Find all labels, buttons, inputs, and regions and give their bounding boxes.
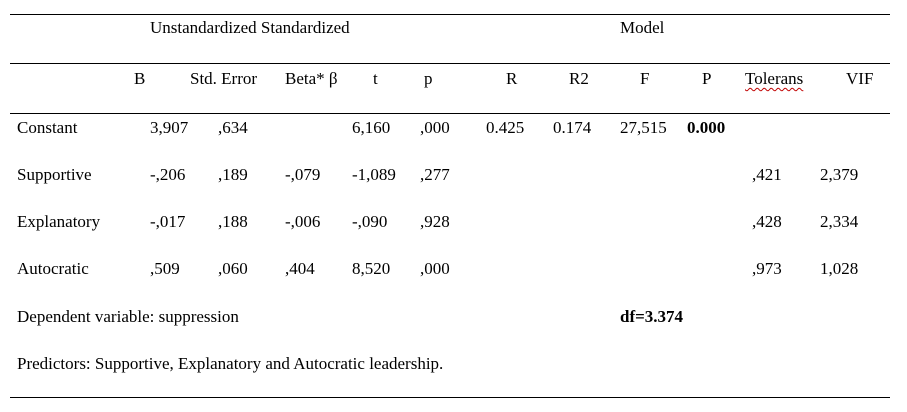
cell-constant-t: 6,160: [352, 118, 391, 137]
cell-supportive-b: -,206: [150, 165, 186, 184]
cell-explanatory-p: ,928: [420, 212, 450, 231]
col-header-r2: R2: [569, 69, 589, 88]
col-header-r: R: [506, 69, 518, 88]
row-label-supportive: Supportive: [17, 165, 92, 184]
predictors-note: Predictors: Supportive, Explanatory and Autocratic leadership.: [17, 354, 444, 373]
cell-autocratic-tolerans: ,973: [752, 259, 782, 278]
dependent-variable-note: Dependent variable: suppression: [17, 307, 239, 326]
cell-autocratic-t: 8,520: [352, 259, 391, 278]
col-header-std-error: Std. Error: [190, 69, 258, 88]
cell-autocratic-b: ,509: [150, 259, 180, 278]
cell-supportive-vif: 2,379: [820, 165, 859, 184]
cell-constant-f: 27,515: [620, 118, 667, 137]
cell-explanatory-std-error: ,188: [218, 212, 248, 231]
cell-explanatory-tolerans: ,428: [752, 212, 782, 231]
coefficients-group-header: Unstandardized Standardized: [150, 18, 350, 37]
cell-explanatory-beta: -,006: [285, 212, 321, 231]
cell-supportive-std-error: ,189: [218, 165, 248, 184]
cell-supportive-beta: -,079: [285, 165, 321, 184]
col-header-vif: VIF: [846, 69, 874, 88]
row-label-constant: Constant: [17, 118, 78, 137]
cell-autocratic-p: ,000: [420, 259, 450, 278]
cell-constant-model-p: 0.000: [687, 118, 726, 137]
cell-autocratic-beta: ,404: [285, 259, 315, 278]
cell-constant-b: 3,907: [150, 118, 189, 137]
cell-constant-std-error: ,634: [218, 118, 248, 137]
header-bottom-rule: [10, 113, 890, 114]
col-header-p: p: [424, 69, 433, 88]
cell-constant-r2: 0.174: [553, 118, 592, 137]
row-label-autocratic: Autocratic: [17, 259, 89, 278]
cell-explanatory-b: -,017: [150, 212, 186, 231]
degrees-of-freedom-note: df=3.374: [620, 307, 684, 326]
cell-constant-p: ,000: [420, 118, 450, 137]
table-top-rule: [10, 14, 890, 15]
col-header-f: F: [640, 69, 650, 88]
col-header-tolerans: Tolerans: [745, 69, 804, 88]
col-header-beta: Beta* β: [285, 69, 338, 88]
table-bottom-rule: [10, 397, 890, 398]
cell-constant-r: 0.425: [486, 118, 525, 137]
row-label-explanatory: Explanatory: [17, 212, 101, 231]
cell-supportive-p: ,277: [420, 165, 450, 184]
col-header-model-p: P: [702, 69, 712, 88]
cell-explanatory-vif: 2,334: [820, 212, 859, 231]
cell-autocratic-vif: 1,028: [820, 259, 859, 278]
col-header-b: B: [134, 69, 146, 88]
cell-supportive-t: -1,089: [352, 165, 396, 184]
model-group-header: Model: [620, 18, 665, 37]
cell-autocratic-std-error: ,060: [218, 259, 248, 278]
header-divider-rule: [10, 63, 890, 64]
cell-explanatory-t: -,090: [352, 212, 388, 231]
cell-supportive-tolerans: ,421: [752, 165, 782, 184]
col-header-t: t: [373, 69, 378, 88]
